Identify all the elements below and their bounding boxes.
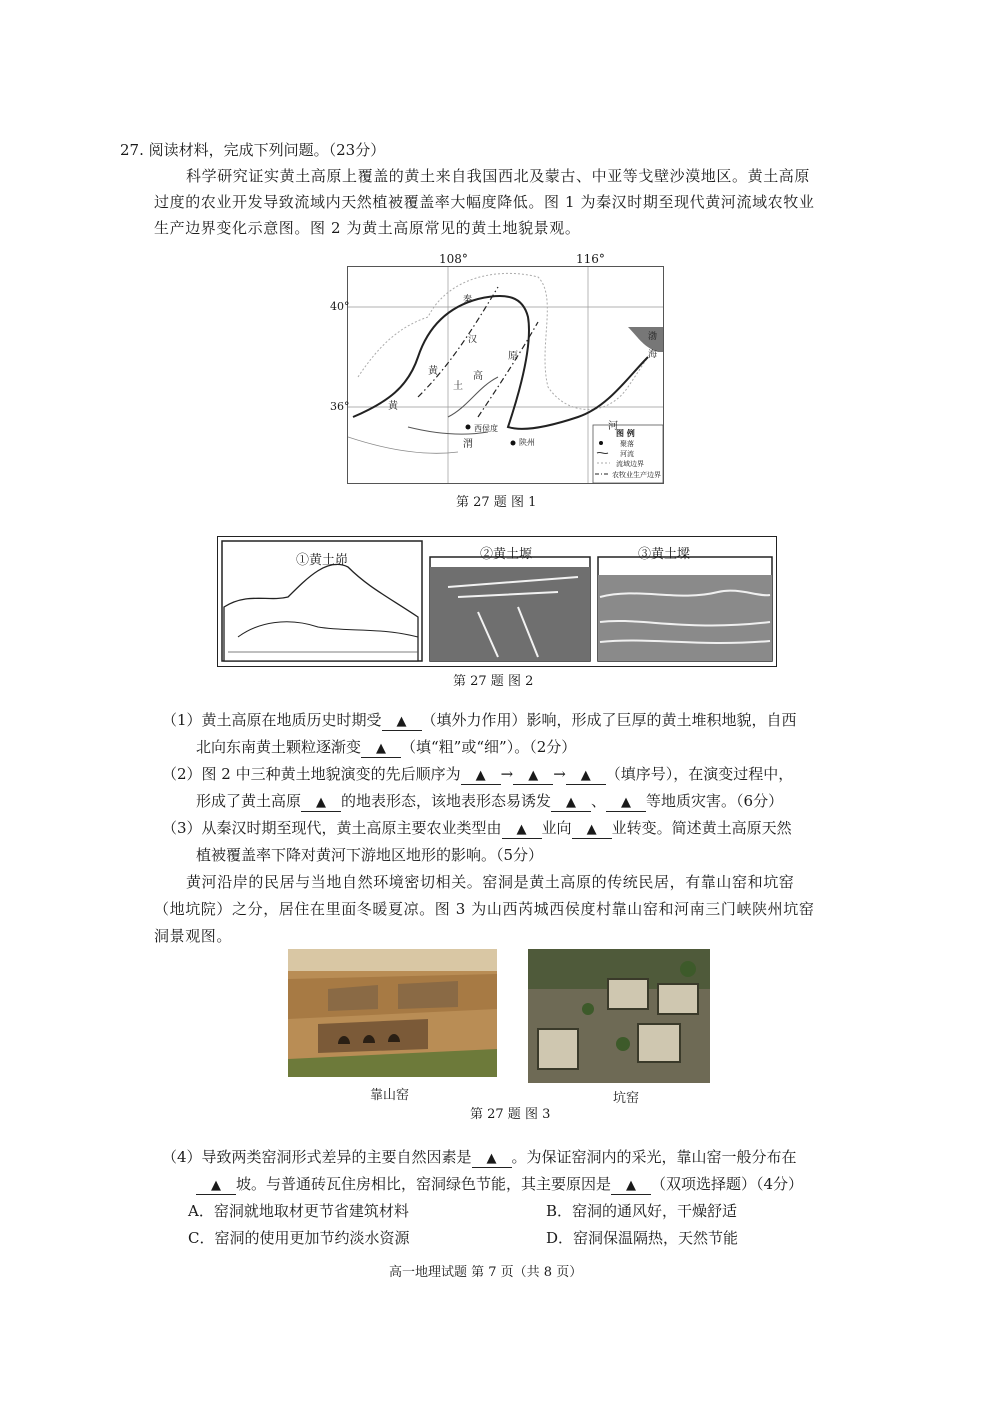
blank-marker: ▲: [626, 1178, 637, 1193]
loess-liang-fill: [598, 575, 772, 661]
q4-option-a[interactable]: A．窑洞就地取材更节省建筑材料: [188, 1202, 409, 1220]
loess-yuan-fill: [430, 567, 590, 661]
river-minor: [348, 437, 458, 453]
blank-marker: ▲: [580, 768, 591, 783]
question-title: 阅读材料，完成下列问题。（23分）: [148, 141, 386, 159]
boundary-modern: [478, 322, 538, 417]
q3-text-c: 业转变。简述黄土高原天然: [611, 819, 792, 837]
map-frame: [330, 266, 664, 484]
q1-text-d: （填“粗”或“细”）。（2分）: [401, 738, 577, 756]
photo1-label: 靠山窑: [370, 1088, 410, 1103]
page-footer: 高一地理试题 第 7 页（共 8 页）: [389, 1265, 583, 1280]
material2-line-1: 黄河沿岸的民居与当地自然环境密切相关。窑洞是黄土高原的传统民居，有靠山窑和坑窑: [186, 873, 795, 891]
q2-blank-1[interactable]: [461, 766, 501, 785]
blank-marker: ▲: [376, 741, 387, 756]
q2-text-d: 的地表形态，该地表形态易诱发: [341, 792, 552, 810]
figure3-caption: 第 27 题 图 3: [470, 1107, 551, 1122]
blank-marker: ▲: [396, 714, 407, 729]
q2-arrow-1: →: [500, 765, 514, 783]
q2-separator: 、: [591, 792, 607, 810]
q4-blank-3[interactable]: [611, 1176, 651, 1195]
q3-line-2: 植被覆盖率下降对黄河下游地区地形的影响。（5分）: [196, 846, 544, 864]
map-label-tu: 土: [453, 381, 463, 392]
blank-marker: ▲: [586, 822, 597, 837]
bohai-sea: [628, 327, 663, 352]
q4-text-a: （4）导致两类窑洞形式差异的主要自然因素是: [162, 1148, 472, 1166]
q4-blank-2[interactable]: [196, 1176, 236, 1195]
q2-blank-3[interactable]: [566, 766, 606, 785]
blank-marker: ▲: [211, 1178, 221, 1193]
basin-boundary: [358, 273, 648, 409]
q3-blank-2[interactable]: [572, 820, 612, 839]
q2-text-c: 形成了黄土高原: [196, 792, 302, 810]
q2-arrow-2: →: [553, 765, 566, 783]
map-label-bo: 渤: [648, 332, 658, 342]
map-label-yuan: 原: [508, 351, 518, 362]
q2-text-b: （填序号），在演变过程中，: [605, 765, 794, 783]
figure2-caption: 第 27 题 图 2: [453, 674, 534, 689]
blank-marker: ▲: [528, 768, 539, 783]
blank-marker: ▲: [486, 1151, 497, 1166]
legend-title: 图 例: [616, 428, 635, 438]
blank-marker: ▲: [316, 795, 327, 810]
panel-yuan-label: ②黄土塬: [480, 547, 533, 562]
blank-marker: ▲: [516, 822, 527, 837]
legend-settlement: 聚落: [620, 440, 634, 448]
blank-marker: ▲: [621, 795, 632, 810]
figure1-caption: 第 27 题 图 1: [456, 495, 537, 510]
q4-option-b[interactable]: B．窑洞的通风好，干燥舒适: [546, 1202, 738, 1220]
photo2-label: 坑窑: [613, 1091, 640, 1106]
q2-blank-2[interactable]: [513, 766, 553, 785]
q2-blank-5[interactable]: [551, 793, 591, 812]
q2-blank-6[interactable]: [606, 793, 646, 812]
material2-line-2: （地坑院）之分，居住在里面冬暖夏凉。图 3 为山西芮城西侯度村靠山窑和河南三门峡陕州坑窑: [154, 900, 815, 918]
map-label-han: 汉: [468, 335, 478, 345]
photo-pit-cave-image: [528, 949, 710, 1083]
legend-basin: 流域边界: [616, 460, 644, 468]
lat-label-36: 36°: [330, 400, 350, 413]
blank-marker: ▲: [566, 795, 577, 810]
photo-pit-cave: [528, 949, 710, 1083]
legend-river: 河流: [620, 450, 634, 458]
q3-text-b: 业向: [541, 819, 572, 837]
q1-line-1: [162, 710, 797, 731]
q3-line-1: [162, 818, 792, 839]
photo-cliff-cave: [288, 949, 497, 1077]
map-label-huang: 黄: [428, 366, 438, 377]
q3-blank-1[interactable]: [502, 820, 542, 839]
map-label-qin: 秦: [463, 295, 473, 305]
q1-line-2: [196, 737, 576, 758]
q3-text-a: （3）从秦汉时期至现代，黄土高原主要农业类型由: [162, 819, 502, 837]
legend-settlement-symbol: [599, 441, 603, 445]
q1-text-a: （1）黄土高原在地质历史时期受: [162, 711, 382, 729]
q2-blank-4[interactable]: [301, 793, 341, 812]
q2-text-e: 等地质灾害。（6分）: [646, 792, 784, 810]
blank-marker: ▲: [475, 768, 486, 783]
q1-blank-2[interactable]: [361, 739, 401, 758]
legend-boundary: 农牧业生产边界: [612, 471, 661, 479]
settlement-xihoudu: [466, 425, 471, 430]
figure2-panels: [217, 536, 777, 667]
map-label-shanzhou: 陕州: [519, 438, 535, 447]
panel-liang-label: ③黄土墚: [638, 547, 691, 562]
map-label-hai: 海: [648, 350, 658, 360]
map-label-xihoudu: 西侯度: [474, 424, 498, 433]
material1-line-2: 过度的农业开发导致流域内天然植被覆盖率大幅度降低。图 1 为秦汉时期至现代黄河流域农牧业: [154, 193, 815, 211]
q4-line-1: [162, 1147, 797, 1168]
material1-line-1: 科学研究证实黄土高原上覆盖的黄土来自我国西北及蒙古、中亚等戈壁沙漠地区。黄土高原: [186, 167, 811, 185]
lon-label-108: 108°: [439, 252, 468, 266]
q2-line-1: [162, 764, 793, 785]
material2-line-3: 洞景观图。: [154, 927, 233, 945]
q4-text-b: 。为保证窑洞内的采光，靠山窑一般分布在: [511, 1148, 797, 1166]
q2-line-2: [196, 791, 783, 812]
q4-line-2: [196, 1174, 803, 1195]
map-drawing: [348, 267, 663, 483]
q4-option-d[interactable]: D．窑洞保温隔热，天然节能: [546, 1229, 739, 1247]
panel-mao-label: ①黄土峁: [296, 553, 349, 568]
q2-text-a: （2）图 2 中三种黄土地貌演变的先后顺序为: [162, 765, 461, 783]
q1-text-b: （填外力作用）影响，形成了巨厚的黄土堆积地貌，自西: [421, 711, 797, 729]
q4-option-c[interactable]: C．窑洞的使用更加节约淡水资源: [188, 1229, 410, 1247]
settlement-shanzhou: [511, 441, 516, 446]
lon-label-116: 116°: [576, 252, 605, 266]
question-header: [120, 140, 385, 160]
q1-blank-1[interactable]: [382, 712, 422, 731]
photo-cliff-cave-image: [288, 949, 497, 1077]
q4-text-c: 坡。与普通砖瓦住房相比，窑洞绿色节能，其主要原因是: [236, 1175, 612, 1193]
question-number: 27.: [120, 141, 144, 159]
material1-line-3: 生产边界变化示意图。图 2 为黄土高原常见的黄土地貌景观。: [154, 219, 581, 237]
q4-blank-1[interactable]: [472, 1149, 512, 1168]
map-label-huang-river: 黄: [388, 401, 398, 412]
map-label-wei: 渭: [463, 439, 473, 450]
map-label-gao: 高: [473, 371, 483, 382]
q1-text-c: 北向东南黄土颗粒逐渐变: [196, 738, 362, 756]
map-label-he: 河: [608, 421, 618, 432]
q4-text-d: （双项选择题）（4分）: [651, 1175, 804, 1193]
lat-label-40: 40°: [330, 300, 350, 313]
